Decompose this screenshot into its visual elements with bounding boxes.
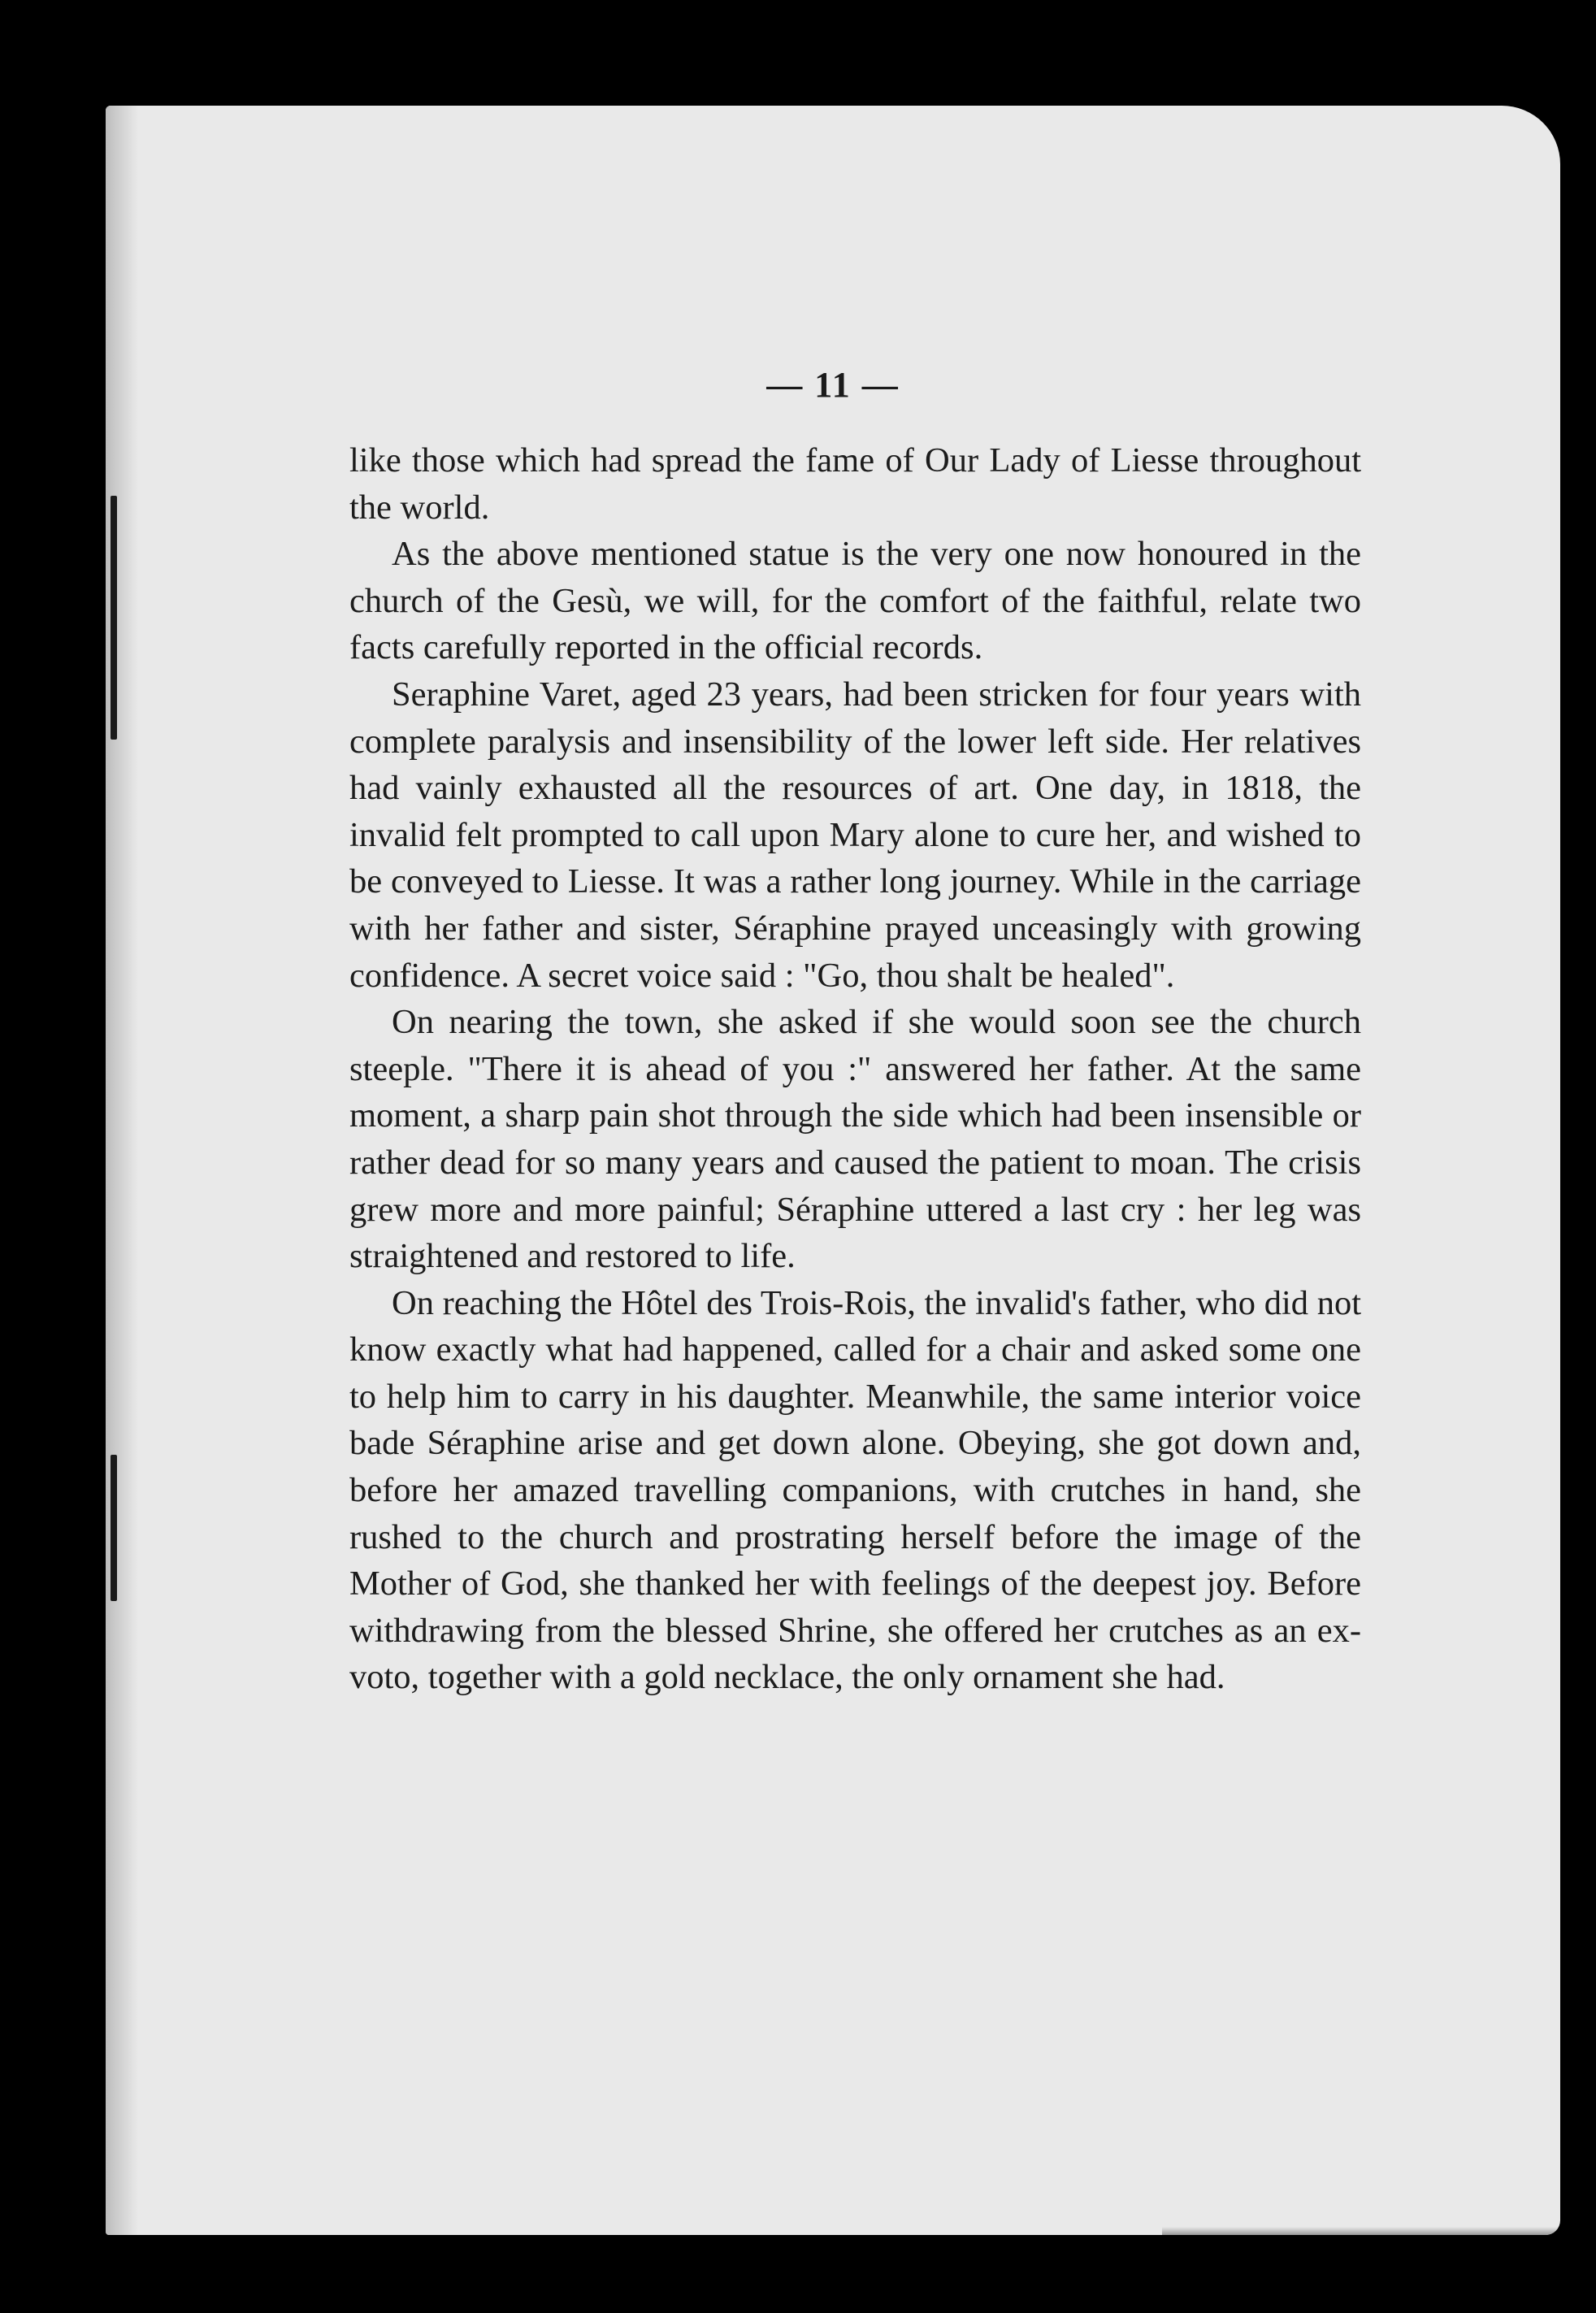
- page-bottom-edge: [1162, 2227, 1560, 2235]
- paragraph-continuation: like those which had spread the fame of Our Lady of Liesse throughout the world.: [349, 441, 1361, 527]
- body-text: [349, 437, 1361, 1701]
- paragraph-statue: As the above mentioned statue is the very one now honoured in the church of the Gesù, we will, for the comfort of the faithful, relate two facts carefully reported in the official records.: [349, 535, 1361, 667]
- paragraph-seraphine: Seraphine Varet, aged 23 years, had been stricken for four years with complete paralysis and insensibility of the lower left side. Her relatives had vainly exhausted all the resources of art. One day, in 1818, the invalid felt prompted to call upon Mary alone to cure her, and wished to be conveyed to Liesse. It was a rather long journey. While in the carriage with her father and sister, Séraphine prayed unceasingly with growing confidence. A secret voice said : "Go, thou shalt be healed".: [349, 675, 1361, 995]
- spine-shadow: [106, 106, 138, 2235]
- spine-mark-bottom: [111, 1455, 117, 1601]
- paragraph-hotel: On reaching the Hôtel des Trois-Rois, the invalid's father, who did not know exactly what had happened, called for a chair and asked some one to help him to carry in his daughter. Meanwhile, the same interior voice bade Séraphine arise and get down alone. Obeying, she got down and, before her amazed travelling companions, with crutches in hand, she rushed to the church and prostrating herself before the image of the Mother of God, she thanked her with feelings of the deepest joy. Before withdrawing from the blessed Shrine, she offered her crutches as an ex-voto, together with a gold necklace, the only ornament she had.: [349, 1283, 1361, 1697]
- paragraph-nearing-town: On nearing the town, she asked if she would soon see the church steeple. "There it is ahead of you :" answered her father. At the same moment, a sharp pain shot through the side which had been insensible or rather dead for so many years and caused the patient to moan. The crisis grew more and more painful; Séraphine uttered a last cry : her leg was straightened and restored to life.: [349, 1003, 1361, 1276]
- page-number: — 11 —: [766, 365, 900, 405]
- spine-mark-top: [111, 496, 117, 740]
- book-page: [106, 106, 1560, 2235]
